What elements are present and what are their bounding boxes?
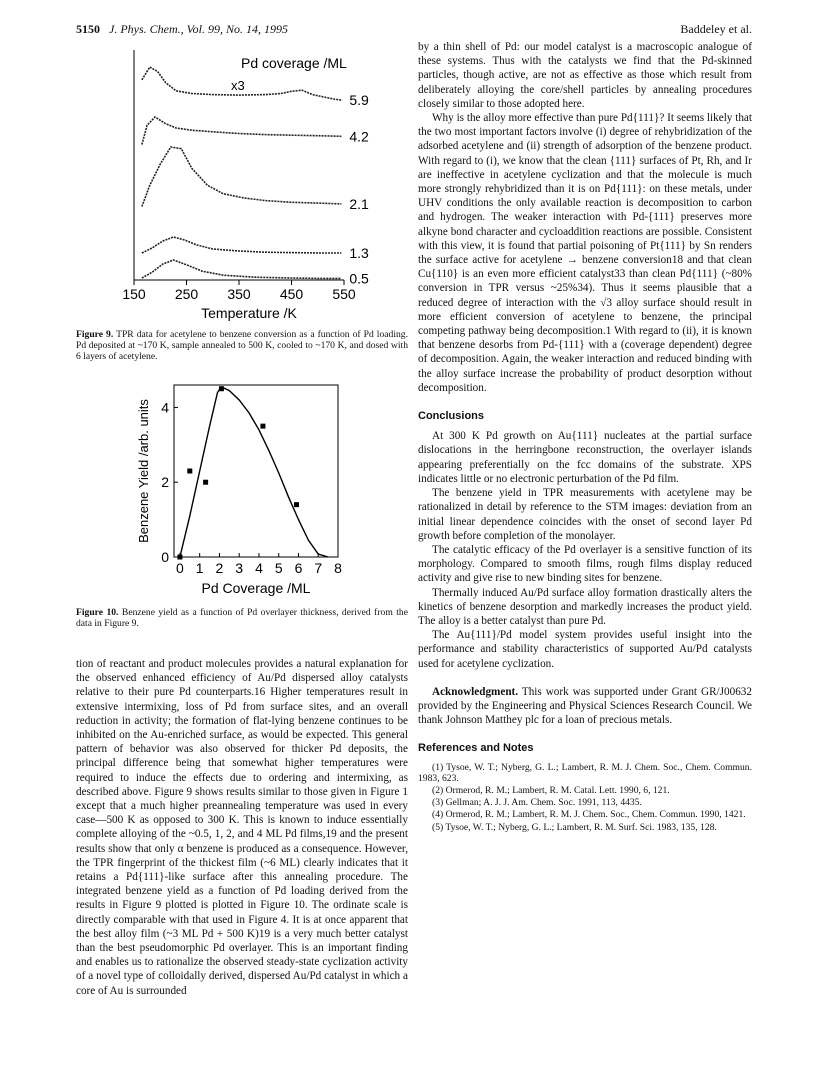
reference-item: (1) Tysoe, W. T.; Nyberg, G. L.; Lambert, R. M. J. Chem. Soc., Chem. Commun. 1983, 623. [418, 761, 752, 784]
x-tick-label: 450 [279, 286, 304, 302]
page-number: 5150 [76, 22, 100, 36]
y-tick-label: 2 [161, 473, 169, 490]
conclusions-heading: Conclusions [418, 410, 485, 423]
data-point [219, 386, 224, 391]
x-axis-label: Temperature /K [201, 305, 297, 321]
acknowledgment [418, 685, 752, 728]
reference-item: (3) Gellman; A. J. J. Am. Chem. Soc. 1991, 113, 4435. [432, 797, 642, 809]
x-tick-label: 6 [294, 559, 303, 576]
data-point [203, 479, 208, 484]
reference-item: (2) Ormerod, R. M.; Lambert, R. M. Catal. Lett. 1990, 6, 121. [432, 784, 670, 796]
figure-10-caption-text: Benzene yield as a function of Pd overlayer thickness, derived from the data in Figure 9. [76, 606, 408, 629]
figure-10-caption [76, 607, 408, 629]
reference-item: (4) Ormerod, R. M.; Lambert, R. M. J. Chem. Soc., Chem. Commun. 1990, 1421. [432, 809, 746, 821]
x-axis-label: Pd Coverage /ML [201, 579, 311, 596]
figure-9-label: Figure 9. [76, 329, 114, 340]
tpr-trace-1-3 [142, 237, 342, 253]
x-tick-label: 8 [334, 559, 342, 576]
x-tick-label: 250 [174, 286, 199, 302]
x-tick-label: 150 [122, 286, 146, 302]
paragraph-alloy-effectiveness: Why is the alloy more effective than pure Pd{111}? It seems likely that the two most important factors involve (i) degree of rehybridization of the adsorbed acetylene and (ii) strength of adsorption of the benzene product. With regard to (i), we know that the clean {111} surfaces of Pt, Rh, and Ir are ineffective in acetylene cyclization and that the molecule is much more strongly rehybridized than it is on Pd{111}: on these metals, under UHV conditions the only available reaction is decomposition to carbon and hydrogen. The weaker interaction with Pd-{111} preserves more alkyne bond character and cycloaddition reactions are possible. Consistent with this view, it is found that partial poisoning of Pt{111} by Sn renders the surface active for acetylene → benzene conversion18 and that clean Cu{110} is an even more efficient catalyst33 than clean Pd{111} (~80% conversion in TPR versus ~25%34). Thus it seems plausible that a reduced degree of interaction with the √3 alloy surface should result in more efficient conversion of acetylene to benzene, the principal competing pathway being decomposition.1 With regard to (ii), it is known that benzene desorbs from Pd-{111} with a (coverage dependent) degree of decomposition. Again, the weaker interaction and reduced binding with the alloy surface increase the probability of product desorption without decomposition. [418, 112, 752, 394]
left-column [76, 40, 408, 998]
plot-frame [174, 385, 338, 557]
conclusion-2: The benzene yield in TPR measurements with acetylene may be rationalized in detail by reference to the STM images: deviation from an initial linear dependence coincides with the onset of second layer Pd growth before completion of the monolayer. [418, 487, 752, 542]
tpr-trace-4-2 [142, 117, 342, 145]
annotation-label: x3 [231, 78, 245, 93]
figure-9-chart [76, 40, 408, 325]
chart-title: Pd coverage /ML [241, 55, 347, 71]
reference-item: (5) Tysoe, W. T.; Nyberg, G. L.; Lambert, R. M. Surf. Sci. 1983, 135, 128. [432, 821, 717, 833]
data-point [260, 423, 265, 428]
series-label: 2.1 [349, 195, 369, 212]
y-tick-label: 4 [161, 399, 169, 416]
conclusion-5: The Au{111}/Pd model system provides useful insight into the performance and stability characteristics of supported Au/Pd catalysts used for acetylene cyclization. [418, 629, 752, 670]
series-label: 0.5 [349, 270, 369, 287]
x-tick-label: 7 [314, 559, 323, 576]
y-tick-label: 0 [161, 548, 169, 565]
x-tick-label: 5 [274, 559, 283, 576]
series-label: 5.9 [349, 92, 369, 109]
figure-10-chart [76, 371, 408, 603]
series-label: 1.3 [349, 245, 369, 261]
x-tick-label: 4 [255, 559, 263, 576]
conclusion-3: The catalytic efficacy of the Pd overlayer is a sensitive function of its morphology. Compared to smooth films, rough films display reduced activity and give rise to new binding sites for benzene. [418, 543, 752, 585]
series-label: 4.2 [349, 128, 369, 145]
running-authors: Baddeley et al. [680, 22, 752, 36]
x-tick-label: 350 [227, 286, 251, 302]
x-tick-label: 550 [332, 286, 356, 302]
paragraph-continued: by a thin shell of Pd: our model catalyst is a macroscopic analogue of these systems. Thus with the catalysts we find that the Pd-skinned particles, though active, are not as effective as those which result from deliberately alloying the core/shell particles by annealing procedures closely similar to those adopted here. [418, 41, 752, 110]
y-axis-label: Benzene Yield /arb. units [136, 398, 151, 543]
fit-curve [180, 387, 328, 557]
x-tick-label: 1 [195, 559, 204, 576]
references-heading: References and Notes [418, 742, 534, 755]
x-tick-label: 3 [235, 559, 244, 576]
references-list [418, 762, 752, 833]
figure-9-caption [76, 329, 408, 363]
acknowledgment-label: Acknowledgment. [432, 685, 519, 698]
figure-9-caption-text: TPR data for acetylene to benzene conversion as a function of Pd loading. Pd deposited at ~170 K, sample annealed to 500 K, cooled to ~170 K, and dosed with 6 layers of acetylene. [76, 329, 408, 363]
x-tick-label: 0 [176, 559, 184, 576]
data-point [177, 554, 182, 559]
page-header [76, 22, 752, 38]
left-body-text: tion of reactant and product molecules provides a natural explanation for the observed enhanced efficiency of Au/Pd dispersed alloy catalysts relative to their pure Pd counterparts.16 Higher temperatures result in extensive intermixing, loss of Pd from surface sites, and an overall reduction in activity; the formation of flat-lying benzene continues to be inhibited on the Au-enriched surface, as would be expected. This general pattern of behavior was also observed for thicker Pd deposits, the principal difference being that somewhat higher temperatures were required to induce the effects due to ordering and intermixing, as described above. Figure 9 shows results similar to those given in Figure 1 except that a much higher preannealing temperature was used in every case—500 K as opposed to 300 K. This is known to induce essentially complete alloying of the ~0.5, 1, 2, and 4 ML Pd films,19 and the present results show that only α benzene is produced as a consequence. However, the TPR fingerprint of the thickest film (~6 ML) clearly indicates that it retains a Pd{111}-like surface after this annealing procedure. The integrated benzene yield as a function of Pd loading derived from the results in Figure 9 plotted is plotted in Figure 10. The ordinate scale is directly comparable with that used in Figure 4. It is at once apparent that the best alloy film (~3 ML Pd + 500 K)19 is a very much better catalyst than the best pseudomorphic Pd overlayer. This is an important finding and enables us to rationalize the observed steady-state cyclization activity of a novel type of colloidally derived, dispersed Au/Pd catalyst in which a core of Au is surrounded [76, 658, 408, 997]
conclusion-1: At 300 K Pd growth on Au{111} nucleates at the partial surface dislocations in the herringbone reconstruction, the overlayer islands appearing preferentially on the fcc domains of the substrate. XPS indicates little or no electronic perturbation of the Pd film. [418, 430, 752, 485]
acknowledgment-text: This work was supported under Grant GR/J00632 provided by the Engineering and Physical Sciences Research Council. We thank Johnson Matthey plc for a loan of precious metals. [418, 685, 752, 727]
figure-10-label: Figure 10. [76, 606, 119, 618]
right-column [418, 40, 752, 834]
journal-citation: J. Phys. Chem., Vol. 99, No. 14, 1995 [109, 22, 288, 36]
data-point [187, 468, 192, 473]
tpr-trace-0-5 [142, 260, 342, 278]
tpr-trace-2-1 [142, 147, 342, 207]
conclusion-4: Thermally induced Au/Pd surface alloy formation drastically alters the kinetics of benzene desorption and markedly increases the product yield. The alloy is a better catalyst than pure Pd. [418, 586, 752, 627]
x-tick-label: 2 [215, 559, 224, 576]
data-point [294, 502, 299, 507]
